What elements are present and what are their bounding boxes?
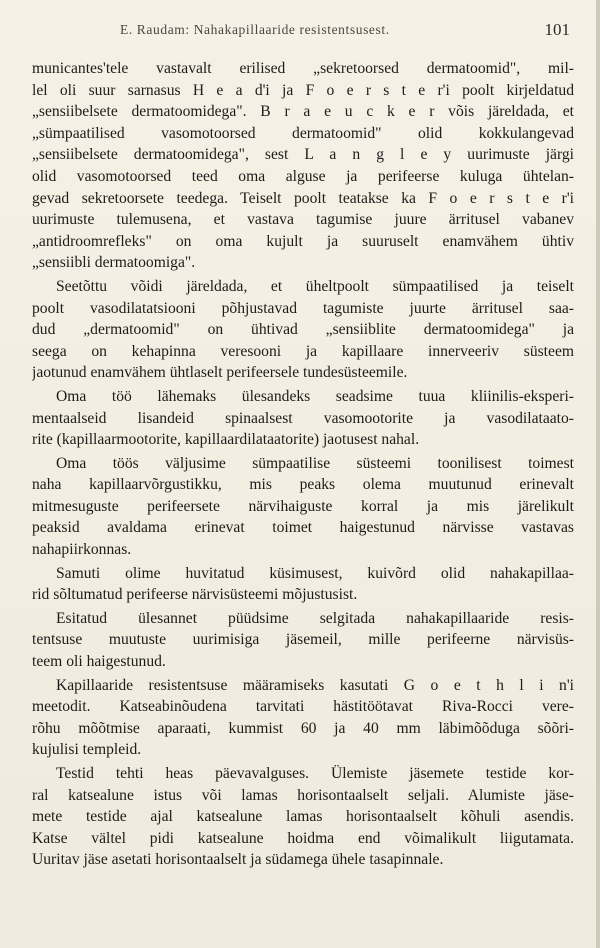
text-line: „sensiibli dermatoomiga". — [32, 254, 196, 272]
text-line: municantes'tele vastavalt erilised „sekretoorsed dermatoomid", mil- — [32, 60, 574, 77]
text-line: tentsuse muutuste uurimisiga jäsemeil, mille perifeerne närvisüs- — [32, 631, 574, 649]
text-line: naha kapillaarvõrgustikku, mis peaks olema muutunud erinevalt — [32, 476, 574, 494]
text-line: peaksid avaldama erinevat toimet haigestunud närvisse vastavas — [32, 519, 574, 537]
text-line: Samuti olime huvitatud küsimusest, kuivõrd olid nahakapillaa- — [56, 564, 574, 582]
text-line: Katse vältel pidi katsealune hoidma end võimalikult liigutamata. — [32, 829, 574, 847]
text-line: gevad sekretoorsete teedega. Teiselt poolt teatakse ka F o e r s t e r'i — [32, 189, 574, 207]
text-line: seega on kehapinna veresooni ja kapillaare innerveeriv süsteem — [32, 342, 574, 360]
paragraph — [32, 608, 574, 673]
text-line: uurimuste tulemusena, et vastava tagumise juure ärritusel vabanev — [32, 211, 574, 229]
text-line: rõhu mõõtmise aparaati, kummist 60 ja 40 mm läbimõõduga sõõri- — [32, 719, 574, 737]
page-number: 101 — [544, 20, 570, 39]
paragraph — [32, 276, 574, 384]
text-line: Testid tehti heas päevavalguses. Ülemiste jäsemete testide kor- — [56, 765, 574, 782]
paragraph — [32, 58, 574, 274]
text-line: poolt vasodilatatsiooni põhjustavad tagumiste juurte ärritusel saa- — [32, 299, 574, 317]
text-line: rid sõltumatud perifeerse närvisüsteemi mõjustusist. — [32, 586, 358, 604]
text-line: rite (kapillaarmootorite, kapillaardilataatorite) jaotusest nahal. — [32, 431, 420, 449]
paragraph — [32, 563, 574, 606]
page-edge-shadow — [596, 0, 600, 948]
running-head: E. Raudam: Nahakapillaaride resistentsusest. — [120, 22, 390, 37]
text-line: mete testide ajal katsealune lamas horisontaalselt kõhuli asendis. — [32, 808, 574, 826]
text-line: olid vasomotoorsed teed oma alguse ja perifeerse kuluga ühtelan- — [32, 167, 574, 185]
text-line: „sümpaatilised vasomotoorsed dermatoomid" olid kokkulangevad — [32, 124, 574, 142]
paragraph — [32, 386, 574, 451]
text-line: Seetõttu võidi järeldada, et üheltpoolt sümpaatilised ja teiselt — [56, 277, 574, 295]
text-line: Oma töös väljusime sümpaatilise süsteemi toonilisest toimest — [56, 454, 574, 472]
paragraph — [32, 763, 574, 871]
text-line: teem oli haigestunud. — [32, 653, 166, 671]
text-line: „sensiibelsete dermatoomidega", sest L a n g l e y uurimuste järgi — [32, 146, 574, 164]
text-line: Uuritav jäse asetati horisontaalselt ja südamega ühele tasapinnale. — [32, 851, 444, 869]
text-line: mentaalseid lisandeid spinaalsest vasomootorite ja vasodilataato- — [32, 409, 574, 427]
body-text — [32, 58, 574, 872]
text-line: „antidroomrefleks" on oma kujult ja suuruselt enamvähem ühtiv — [32, 232, 574, 250]
text-line: jaotunud enamvähem ühtlaselt perifeersele tundesüsteemile. — [32, 364, 408, 382]
paragraph — [32, 453, 574, 561]
text-line: ral katsealune istus või lamas horisontaalselt seljali. Alumiste jäse- — [32, 786, 574, 804]
text-line: lel oli suur sarnasus H e a d'i ja F o e r s t e r'i poolt kirjeldatud — [32, 81, 574, 99]
text-line: Kapillaaride resistentsuse määramiseks kasutati G o e t h l i n'i — [56, 676, 574, 694]
text-line: „sensiibelsete dermatoomidega". B r a e u c k e r võis järeldada, et — [32, 103, 574, 121]
text-line: dud „dermatoomid" on ühtivad „sensiiblite dermatoomidega" ja — [32, 321, 574, 339]
text-line: kujulisi templeid. — [32, 741, 142, 759]
text-line: Esitatud ülesannet püüdsime selgitada nahakapillaaride resis- — [56, 609, 574, 627]
text-line: meetodit. Katseabinõudena tarvitati hästitöötavat Riva-Rocci vere- — [32, 698, 574, 716]
text-line: mitmesuguste perifeersete närvihaiguste korral ja mis järelikult — [32, 497, 574, 515]
text-line: nahapiirkonnas. — [32, 541, 132, 559]
text-line: Oma töö lähemaks ülesandeks seadsime tuua kliinilis-eksperi- — [56, 387, 574, 405]
paragraph — [32, 675, 574, 761]
page-header — [32, 18, 570, 46]
